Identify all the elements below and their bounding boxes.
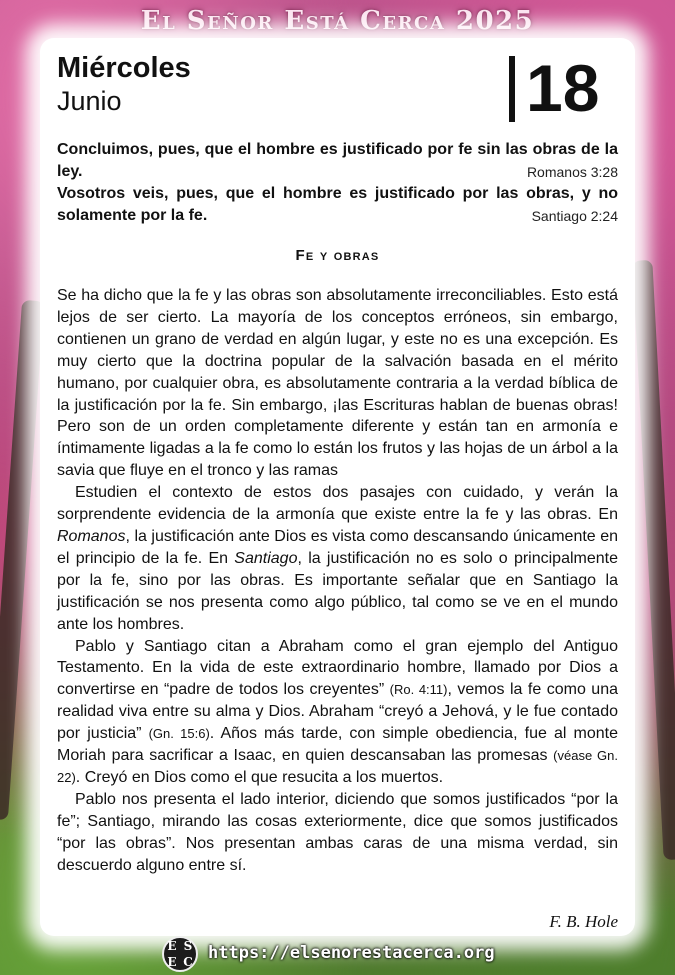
author: F. B. Hole: [549, 912, 618, 931]
paragraph-2: [57, 482, 618, 635]
footer-url-link[interactable]: https://elsenorestacerca.org: [208, 943, 495, 963]
paragraph-3: [57, 636, 618, 789]
text-run: , vemos la fe como una realidad viva entre su alma y Dios. Abraham “creyó a Jehová, y le fue contado por justicia”: [57, 681, 619, 743]
logo-icon: [162, 936, 198, 972]
text-run: Pablo y Santiago citan a Abraham como el gran ejemplo del Antiguo Testamento. En la vida de este extraordinario hombre, llamado por Dios a convertirse en “padre de todos los creyentes”: [57, 637, 618, 699]
paragraph-1: Se ha dicho que la fe y las obras son absolutamente irreconciliables. Esto está lejos de ser cierto. La mayoría de los conceptos erróneos, sin embargo, contienen un grano de verdad en algún lugar, y este no es una excepción. Es muy cierto que la doctrina popular de la salvación basada en el mérito humano, por cualquier obra, es absolutamente contraria a la verdad bíblica de la justificación por la fe. Sin embargo, ¡las Escrituras hablan de buenas obras! Pero son de un orden completamente diferente y están tan en armonía e íntimamente ligadas a la fe como lo están los frutos y las hojas de un árbol a la savia que fluye en el tronco y las ramas: [57, 287, 618, 480]
logo-letter: E: [167, 939, 177, 953]
logo-letter: C: [183, 955, 193, 969]
inline-reference: (Gn. 15:6): [148, 726, 210, 742]
verse-text: Vosotros veis, pues, que el hombre es justificado por las obras, y no solamente por la fe.: [57, 185, 618, 224]
verses: [57, 139, 618, 227]
verse-reference: Santiago 2:24: [531, 208, 618, 224]
logo-letter: E: [167, 955, 177, 969]
book-name: Romanos: [57, 527, 126, 545]
text-run: , la justificación ante Dios es vista como descansando únicamente en el principio de la fe. En: [57, 527, 618, 567]
paragraph-4: Pablo nos presenta el lado interior, diciendo que somos justificados “por la fe”; Santiago, mirando las cosas exteriormente, dice que somos justificados “por las obras”. Nos presentan ambas caras de una misma verdad, sin descuerdo alguno entre sí.: [57, 790, 618, 874]
inline-reference: (véase Gn. 22): [57, 748, 618, 785]
text-run: Estudien el contexto de estos dos pasajes con cuidado, y verán la sorprendente evidencia de la armonía que existe entre la fe y las obras. En: [57, 484, 618, 524]
book-name: Santiago: [234, 549, 298, 567]
date-month: Junio: [57, 86, 122, 116]
date-day-number: 18: [526, 51, 600, 125]
logo-letter: S: [183, 939, 193, 953]
text-run: . Años más tarde, con simple obediencia, fue al monte Moriah para sacrificar a Isaac, en quien descansaban las promesas: [57, 725, 619, 765]
verse-1: [57, 139, 618, 183]
verse-text: Concluimos, pues, que el hombre es justificado por fe sin las obras de la ley.: [57, 141, 618, 180]
tree-trunk-left: [0, 300, 44, 820]
date-weekday: Miércoles: [57, 52, 191, 84]
date-divider: [509, 56, 515, 122]
inline-reference: (Ro. 4:11): [389, 682, 448, 698]
header-title: El Señor Está Cerca 2025: [140, 6, 535, 36]
tree-trunk-right: [632, 260, 675, 860]
article-body: [57, 285, 618, 876]
verse-2: [57, 183, 618, 227]
verse-reference: Romanos 3:28: [526, 164, 618, 180]
section-title: Fe y obras: [295, 247, 380, 264]
text-run: . Creyó en Dios como el que resucita a los muertos.: [75, 768, 444, 786]
text-run: , la justificación no es solo o principalmente por la fe, sino por las obras. Es importante señalar que en Santiago la justificación se nos presenta como algo público, tal como se ve en el mundo ante los hombres.: [57, 549, 618, 633]
